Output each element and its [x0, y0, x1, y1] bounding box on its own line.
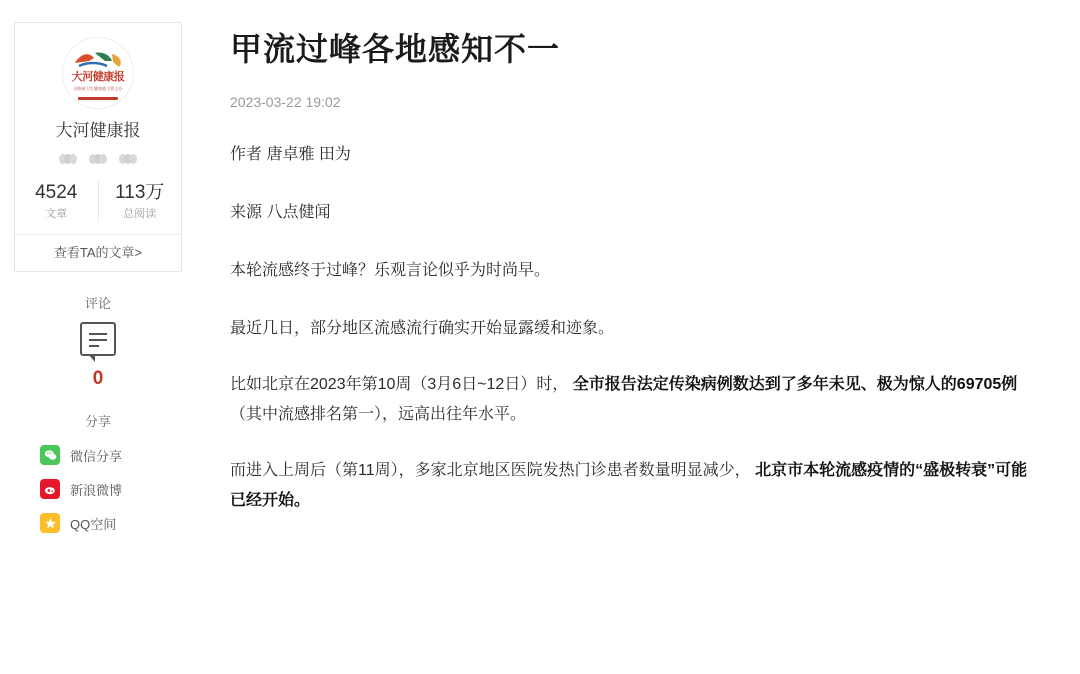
avatar[interactable]: [62, 37, 134, 109]
article-body: [182, 0, 1080, 674]
view-author-articles-link[interactable]: 查看TA的文章>: [53, 245, 143, 260]
stat-articles-label: 文章: [45, 208, 68, 220]
comment-bubble-icon: [80, 322, 116, 356]
share-item-qzone[interactable]: [14, 506, 182, 540]
p4-bold: 北京市本轮流感疫情的“盛极转衰”可能已经开始。: [230, 462, 1028, 509]
badge-icon-1: [58, 151, 78, 167]
share-section-title: 分享: [84, 414, 111, 429]
stat-reads-value: 113万: [115, 182, 165, 203]
qzone-icon: [40, 513, 60, 533]
p3-lead: 比如北京在2023年第10周（3月6日~12日）时，: [230, 376, 569, 393]
badge-icon-3: [118, 151, 138, 167]
p3-tail: （其中流感排名第一），远高出往年水平。: [230, 406, 527, 423]
author-name: 大河健康报: [55, 121, 141, 140]
share-label-qzone: QQ空间: [70, 516, 117, 532]
badge-row: [15, 149, 181, 169]
share-label-weibo: 新浪微博: [70, 482, 123, 498]
p4-lead: 而进入上周后（第11周），多家北京地区医院发热门诊患者数量明显减少，: [230, 462, 751, 479]
share-item-wechat[interactable]: [14, 438, 182, 472]
sidebar: [0, 0, 182, 674]
publish-date: 2023-03-22 19:02: [230, 94, 341, 110]
author-card: [14, 22, 182, 272]
p3-bold: 全市报告法定传染病例数达到了多年未见、极为惊人的69705例: [572, 376, 1018, 393]
share-label-wechat: 微信分享: [70, 448, 123, 464]
newspaper-logo-icon: [71, 49, 125, 69]
comment-count: 0: [92, 368, 104, 389]
wechat-icon: [40, 445, 60, 465]
stat-reads-label: 总阅读: [123, 208, 157, 220]
article-source-line: 来源 八点健闻: [230, 204, 331, 221]
avatar-logo-text: 大河健康报: [71, 71, 125, 83]
weibo-icon: [40, 479, 60, 499]
article-paragraph-3: [230, 370, 1040, 430]
stats-row: [15, 181, 181, 234]
article-paragraph-2: 最近几日，部分地区流感流行确实开始显露缓和迹象。: [230, 320, 615, 337]
stat-articles: [15, 181, 98, 222]
stat-reads: [98, 181, 182, 222]
article-author-line: 作者 唐卓雅 田为: [230, 146, 351, 163]
stat-articles-value: 4524: [35, 182, 78, 203]
avatar-logo-subtext: 河南省卫生健康委主管主办: [73, 86, 123, 91]
article-paragraph-1: 本轮流感终于过峰？乐观言论似乎为时尚早。: [230, 262, 551, 279]
avatar-logo-bar: [78, 97, 118, 100]
comment-section-title: 评论: [84, 296, 111, 311]
badge-icon-2: [88, 151, 108, 167]
comment-block[interactable]: [14, 322, 182, 390]
share-item-weibo[interactable]: [14, 472, 182, 506]
share-list: [14, 438, 182, 540]
page-title: 甲流过峰各地感知不一: [230, 31, 561, 67]
article-paragraph-4: [230, 456, 1040, 516]
